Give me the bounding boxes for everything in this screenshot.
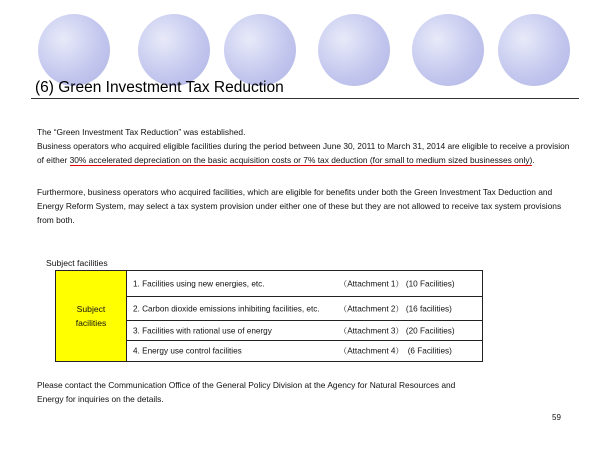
side-label-line-2: facilities [75,318,107,328]
slide-title: (6) Green Investment Tax Reduction [35,79,284,96]
table-row [127,341,482,361]
intro-line-3-prefix: of either [37,155,70,165]
subject-facilities-cell [56,271,127,361]
furthermore-line-2: Energy Reform System, may select a tax system provision under either one of these but they are not allowed to receive tax system provisions [37,201,562,211]
facility-name: 2. Carbon dioxide emissions inhibiting facilities, etc. [133,304,320,313]
facility-attachment: （Attachment 4） (6 Facilities) [339,346,452,356]
table-row [127,271,482,297]
intro-paragraph [37,125,572,167]
facility-name: 4. Energy use control facilities [133,346,242,356]
title-bar [31,78,579,99]
decorative-circle [138,14,210,86]
facilities-table [55,270,483,362]
facility-attachment: （Attachment 2） (16 facilities) [339,304,452,313]
contact-paragraph [37,378,572,406]
side-label-line-1: Subject [76,304,106,314]
facility-attachment: （Attachment 1） (10 Facilities) [339,279,455,288]
decorative-circle [318,14,390,86]
page-number: 59 [552,413,561,422]
facility-name: 3. Facilities with rational use of energy [133,326,272,335]
furthermore-paragraph [37,185,572,227]
decorative-circle [38,14,110,86]
intro-line-3 [37,153,572,167]
subject-facilities-label: Subject facilities [46,258,108,268]
highlighted-provision: 30% accelerated depreciation on the basic acquisition costs or 7% tax deduction (for small to medium sized businesses only) [69,155,533,165]
facility-name: 1. Facilities using new energies, etc. [133,279,265,288]
contact-line-2: Energy for inquiries on the details. [37,394,164,404]
decorative-circle [412,14,484,86]
furthermore-line-1: Furthermore, business operators who acquired facilities, which are eligible for benefits under both the Green Investment Tax Deduction and [37,187,553,197]
table-row [127,297,482,321]
intro-line-2: Business operators who acquired eligible facilities during the period between June 30, 2011 to March 31, 2014 are eligible to receive a provision [37,141,570,151]
decorative-circle [224,14,296,86]
table-row [127,321,482,341]
furthermore-line-3: from both. [37,215,75,225]
decorative-circle [498,14,570,86]
intro-line-3-suffix: . [532,155,535,165]
contact-line-1: Please contact the Communication Office of the General Policy Division at the Agency for Natural Resources and [37,380,456,390]
facility-attachment: （Attachment 3） (20 Facilities) [339,326,455,335]
intro-line-1: The “Green Investment Tax Reduction” was established. [37,127,246,137]
